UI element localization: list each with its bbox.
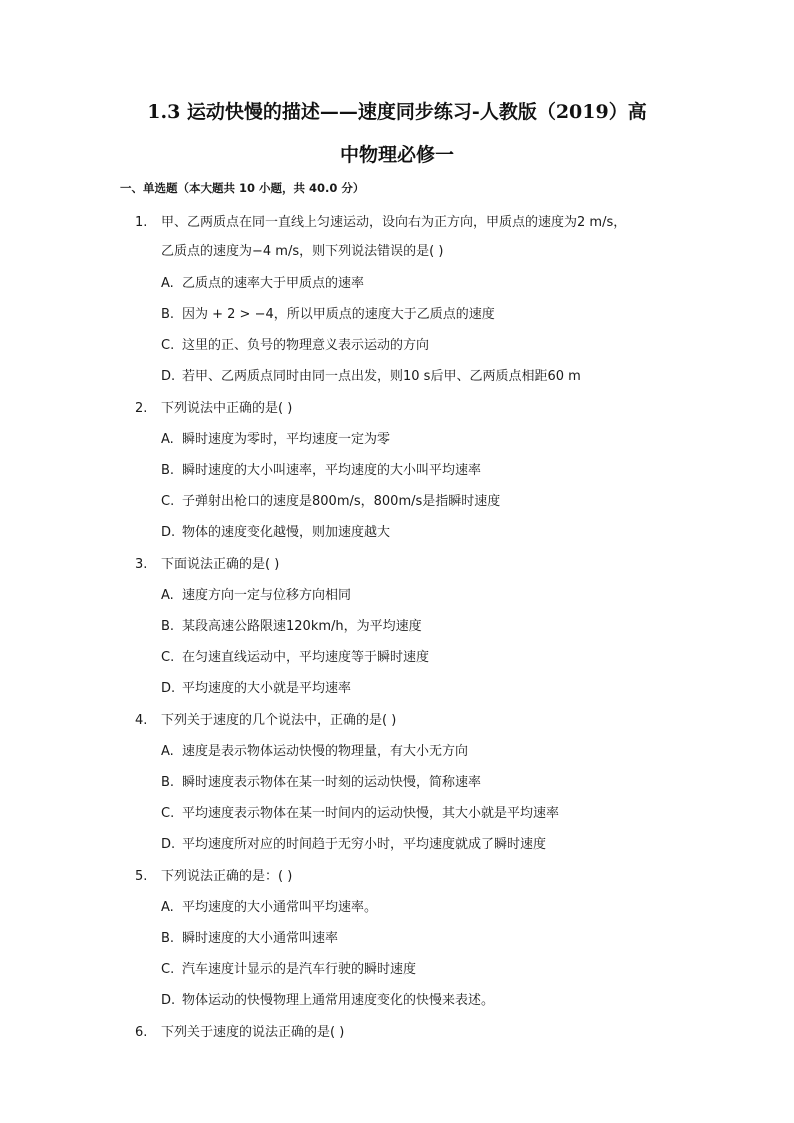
option-a[interactable]: [161, 275, 364, 293]
question-stem-line: 下列关于速度的说法正确的是( ): [161, 1025, 345, 1040]
option-letter: C.: [161, 962, 175, 977]
option-b[interactable]: [161, 462, 481, 480]
option-text: 瞬时速度的大小叫速率，平均速度的大小叫平均速率: [182, 463, 482, 478]
option-text: 乙质点的速率大于甲质点的速率: [182, 276, 365, 291]
option-b[interactable]: [161, 618, 422, 636]
option-letter: C.: [161, 338, 175, 353]
option-letter: D.: [161, 681, 176, 696]
option-text: 平均速度的大小通常叫平均速率。: [182, 900, 378, 915]
option-a[interactable]: [161, 743, 468, 761]
option-text: 平均速度所对应的时间趋于无穷小时，平均速度就成了瞬时速度: [182, 837, 547, 852]
option-d[interactable]: [161, 992, 494, 1010]
option-letter: C.: [161, 806, 175, 821]
question-stem-line: 下列关于速度的几个说法中，正确的是( ): [161, 713, 397, 728]
option-d[interactable]: [161, 368, 581, 386]
option-letter: D.: [161, 993, 176, 1008]
option-text: 平均速度表示物体在某一时间内的运动快慢，其大小就是平均速率: [182, 806, 560, 821]
option-a[interactable]: [161, 587, 351, 605]
option-text: 物体的速度变化越慢，则加速度越大: [182, 525, 391, 540]
question-stem-line: 下列说法正确的是：( ): [161, 869, 293, 884]
option-text: 这里的正、负号的物理意义表示运动的方向: [182, 338, 430, 353]
question-stem-line: 下列说法中正确的是( ): [161, 401, 293, 416]
option-text: 某段高速公路限速120km/h，为平均速度: [182, 619, 422, 634]
question-number: 1.: [135, 215, 148, 230]
option-letter: B.: [161, 619, 175, 634]
option-letter: A.: [161, 744, 174, 759]
option-c[interactable]: [161, 337, 429, 355]
option-letter: B.: [161, 463, 175, 478]
question-number: 6.: [135, 1025, 148, 1040]
option-c[interactable]: [161, 961, 416, 979]
option-letter: D.: [161, 369, 176, 384]
section-heading: 一、单选题（本大题共 10 小题，共 40.0 分）: [120, 181, 365, 195]
option-text: 速度方向一定与位移方向相同: [182, 588, 352, 603]
option-c[interactable]: [161, 493, 500, 511]
option-c[interactable]: [161, 649, 429, 667]
option-a[interactable]: [161, 899, 377, 917]
document-title-line-1: 1.3 运动快慢的描述——速度同步练习-人教版（2019）高: [147, 101, 647, 123]
option-letter: B.: [161, 775, 175, 790]
option-text: 瞬时速度表示物体在某一时刻的运动快慢，简称速率: [182, 775, 482, 790]
option-text: 在匀速直线运动中，平均速度等于瞬时速度: [182, 650, 430, 665]
option-letter: A.: [161, 276, 174, 291]
question-number: 2.: [135, 401, 148, 416]
option-letter: D.: [161, 837, 176, 852]
option-text: 平均速度的大小就是平均速率: [182, 681, 352, 696]
option-text: 瞬时速度的大小通常叫速率: [182, 931, 339, 946]
question-stem-line: 下面说法正确的是( ): [161, 557, 280, 572]
option-d[interactable]: [161, 680, 351, 698]
question-stem-line: 甲、乙两质点在同一直线上匀速运动，设向右为正方向，甲质点的速度为2 m/s，: [161, 215, 627, 230]
option-text: 速度是表示物体运动快慢的物理量，有大小无方向: [182, 744, 469, 759]
option-d[interactable]: [161, 524, 390, 542]
option-letter: B.: [161, 931, 175, 946]
option-c[interactable]: [161, 805, 559, 823]
option-text: 汽车速度计显示的是汽车行驶的瞬时速度: [182, 962, 417, 977]
option-letter: C.: [161, 494, 175, 509]
option-text: 物体运动的快慢物理上通常用速度变化的快慢来表述。: [182, 993, 495, 1008]
option-letter: C.: [161, 650, 175, 665]
question-number: 4.: [135, 713, 148, 728]
question-stem-line: 乙质点的速度为−4 m/s，则下列说法错误的是( ): [161, 244, 444, 259]
option-letter: B.: [161, 307, 175, 322]
option-letter: D.: [161, 525, 176, 540]
question-number: 5.: [135, 869, 148, 884]
option-a[interactable]: [161, 431, 390, 449]
option-letter: A.: [161, 432, 174, 447]
option-letter: A.: [161, 900, 174, 915]
option-text: 因为 + 2 > −4，所以甲质点的速度大于乙质点的速度: [182, 307, 495, 322]
question-number: 3.: [135, 557, 148, 572]
document-title-line-2: 中物理必修一: [339, 144, 454, 166]
option-letter: A.: [161, 588, 174, 603]
option-text: 若甲、乙两质点同时由同一点出发，则10 s后甲、乙两质点相距60 m: [182, 369, 581, 384]
option-text: 子弹射出枪口的速度是800m/s，800m/s是指瞬时速度: [182, 494, 501, 509]
option-d[interactable]: [161, 836, 546, 854]
option-b[interactable]: [161, 306, 495, 324]
option-b[interactable]: [161, 930, 338, 948]
option-text: 瞬时速度为零时，平均速度一定为零: [182, 432, 391, 447]
option-b[interactable]: [161, 774, 481, 792]
